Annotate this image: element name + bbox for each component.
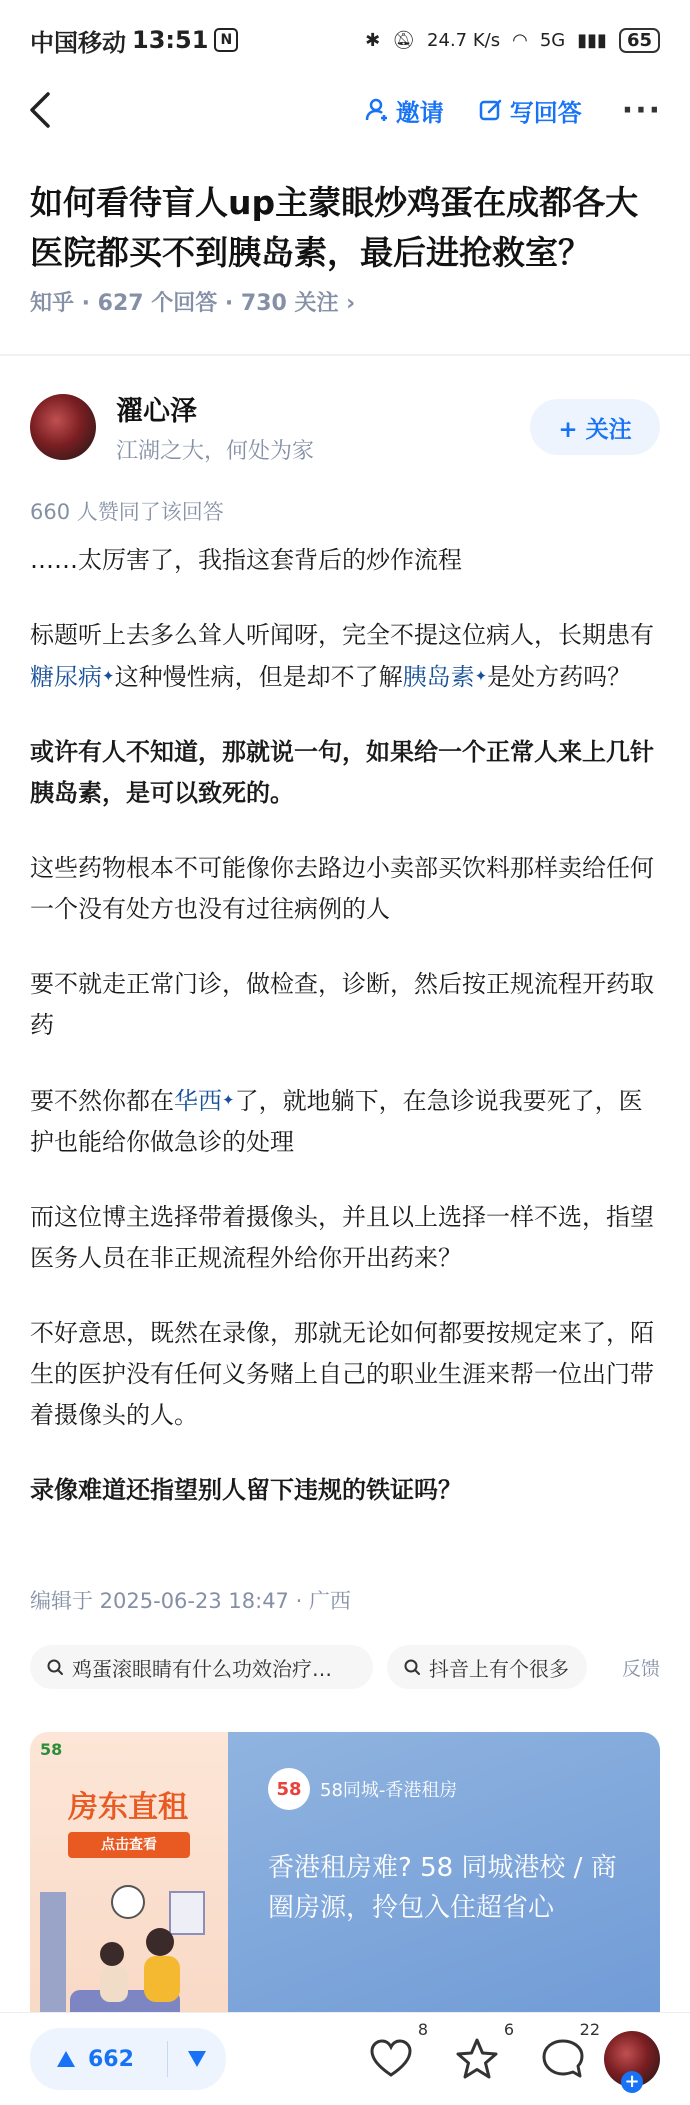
answer-paragraph: 要不就走正常门诊，做检查，诊断，然后按正规流程开药取药	[30, 970, 654, 1039]
back-arrow-icon	[28, 90, 52, 130]
ad-headline: 香港租房难? 58 同城港校 / 商圈房源，拎包入住超省心	[268, 1853, 617, 1923]
clock: 13:51	[132, 26, 209, 54]
back-button[interactable]	[28, 90, 68, 130]
edit-icon	[478, 97, 504, 123]
battery-indicator: 65	[619, 28, 660, 53]
answer-paragraph	[30, 615, 660, 698]
author-name[interactable]: 濯心泽	[116, 396, 197, 427]
ad-left-title: 房东直租	[68, 1790, 188, 1825]
favorite-button[interactable]	[454, 2020, 514, 2082]
answer-text: 要不然你都在	[30, 1087, 174, 1115]
answer-paragraph-bold: 录像难道还指望别人留下违规的铁证吗？	[30, 1476, 462, 1504]
answer-paragraph: 不好意思，既然在录像，那就无论如何都要按规定来了，陌生的医护没有任何义务赌上自己的职业生涯来帮一位出门带着摄像头的人。	[30, 1319, 654, 1429]
follow-author-avatar[interactable]	[604, 2031, 660, 2092]
answer-paragraph: 而这位博主选择带着摄像头，并且以上选择一样不选，指望医务人员在非正规流程外给你开出药来？	[30, 1203, 654, 1272]
related-search-chip[interactable]	[30, 1645, 373, 1689]
ad-brand-row	[268, 1768, 620, 1810]
edit-meta: 编辑于 2025-06-23 18:47 · 广西	[30, 1589, 351, 1613]
plus-icon: +	[621, 2071, 643, 2093]
ad-logo: 58	[40, 1740, 63, 1759]
answer-paragraph: 这些药物根本不可能像你去路边小卖部买饮料那样卖给任何一个没有处方也没有过往病例的人	[30, 854, 654, 923]
answer-content	[30, 540, 660, 1545]
brand-logo: 58	[268, 1768, 310, 1810]
bluetooth-icon: ✱	[365, 29, 381, 51]
answer-paragraph-bold: 或许有人不知道，那就说一句，如果给一个正常人来上几针胰岛素，是可以致死的。	[30, 738, 654, 807]
sparkle-icon: ✦	[474, 667, 488, 685]
wifi-icon: ◠	[512, 29, 528, 51]
bottom-action-bar	[0, 2012, 690, 2105]
comment-icon	[540, 2036, 586, 2082]
upvote-button[interactable]	[30, 2041, 168, 2077]
link-diabetes[interactable]: 糖尿病	[30, 663, 102, 691]
search-icon	[403, 1658, 421, 1676]
status-right	[365, 28, 660, 53]
chip-label: 抖音上有个很多	[429, 1656, 569, 1681]
invite-user-icon	[364, 97, 390, 123]
answer-text: 了，就地躺下，在急诊说我要死了，医护也能给你做急诊的处理	[30, 1087, 643, 1156]
upvote-count: 662	[88, 2046, 134, 2072]
like-count: 8	[417, 2020, 428, 2039]
chip-label: 鸡蛋滚眼睛有什么功效治疗…	[72, 1656, 332, 1681]
comment-count: 22	[579, 2020, 600, 2039]
write-answer-label: 写回答	[509, 98, 582, 127]
invite-button[interactable]	[364, 93, 444, 128]
write-answer-button[interactable]	[478, 93, 582, 128]
link-insulin[interactable]: 胰岛素	[402, 663, 475, 691]
author-row	[30, 392, 660, 462]
related-searches	[30, 1645, 660, 1689]
question-title[interactable]: 如何看待盲人up主蒙眼炒鸡蛋在成都各大医院都买不到胰岛素，最后进抢救室？	[30, 183, 639, 272]
ad-illustration	[30, 1732, 228, 2042]
favorite-count: 6	[503, 2020, 514, 2039]
vote-group	[30, 2028, 226, 2090]
section-divider	[0, 354, 690, 356]
sparkle-icon: ✦	[102, 667, 115, 685]
answer-paragraph: ……太厉害了，我指这套背后的炒作流程	[30, 546, 462, 574]
downvote-button[interactable]	[168, 2050, 226, 2068]
feedback-link[interactable]: 反馈	[621, 1657, 660, 1680]
ad-content	[228, 1732, 660, 2042]
ad-card[interactable]	[30, 1732, 660, 2042]
action-icons	[368, 2020, 600, 2082]
ad-cta: 点击查看	[68, 1832, 190, 1858]
signal-icon: ▮▮▮	[577, 29, 607, 51]
nav-actions	[364, 93, 662, 128]
carrier-label: 中国移动	[30, 28, 126, 57]
nfc-icon: N	[214, 28, 238, 52]
network-speed: 24.7 K/s	[427, 29, 501, 51]
heart-icon	[368, 2036, 414, 2082]
answer-paragraph	[30, 1080, 660, 1163]
related-search-chip[interactable]	[387, 1645, 587, 1689]
comment-button[interactable]	[540, 2020, 600, 2082]
upvote-triangle-icon	[56, 2050, 76, 2068]
mute-icon: 🔕︎	[392, 29, 416, 51]
link-huaxi[interactable]: 华西	[174, 1087, 222, 1115]
network-type: 5G	[539, 29, 566, 51]
invite-label: 邀请	[395, 98, 444, 127]
follow-button[interactable]: + 关注	[530, 399, 660, 455]
ad-image	[30, 1732, 228, 2042]
question-meta[interactable]: 知乎 · 627 个回答 · 730 关注 ›	[30, 291, 356, 316]
author-info	[116, 389, 314, 465]
search-icon	[46, 1658, 64, 1676]
ad-brand: 58同城-香港租房	[320, 1780, 458, 1801]
nav-bar	[0, 80, 690, 140]
upvote-note: 660 人赞同了该回答	[30, 500, 224, 524]
status-bar	[0, 0, 690, 80]
answer-text: 是处方药吗？	[487, 663, 632, 691]
answer-text: 这种慢性病，但是却不了解	[114, 663, 403, 691]
star-icon	[454, 2036, 500, 2082]
author-avatar[interactable]	[30, 394, 96, 460]
answer-text: 标题听上去多么耸人听闻呀，完全不提这位病人，长期患有	[30, 621, 654, 649]
downvote-triangle-icon	[187, 2050, 207, 2068]
author-bio: 江湖之大，何处为家	[116, 439, 315, 464]
like-button[interactable]	[368, 2020, 428, 2082]
more-menu-icon[interactable]: ···	[621, 92, 662, 128]
status-left	[30, 23, 238, 58]
sparkle-icon: ✦	[222, 1091, 235, 1109]
